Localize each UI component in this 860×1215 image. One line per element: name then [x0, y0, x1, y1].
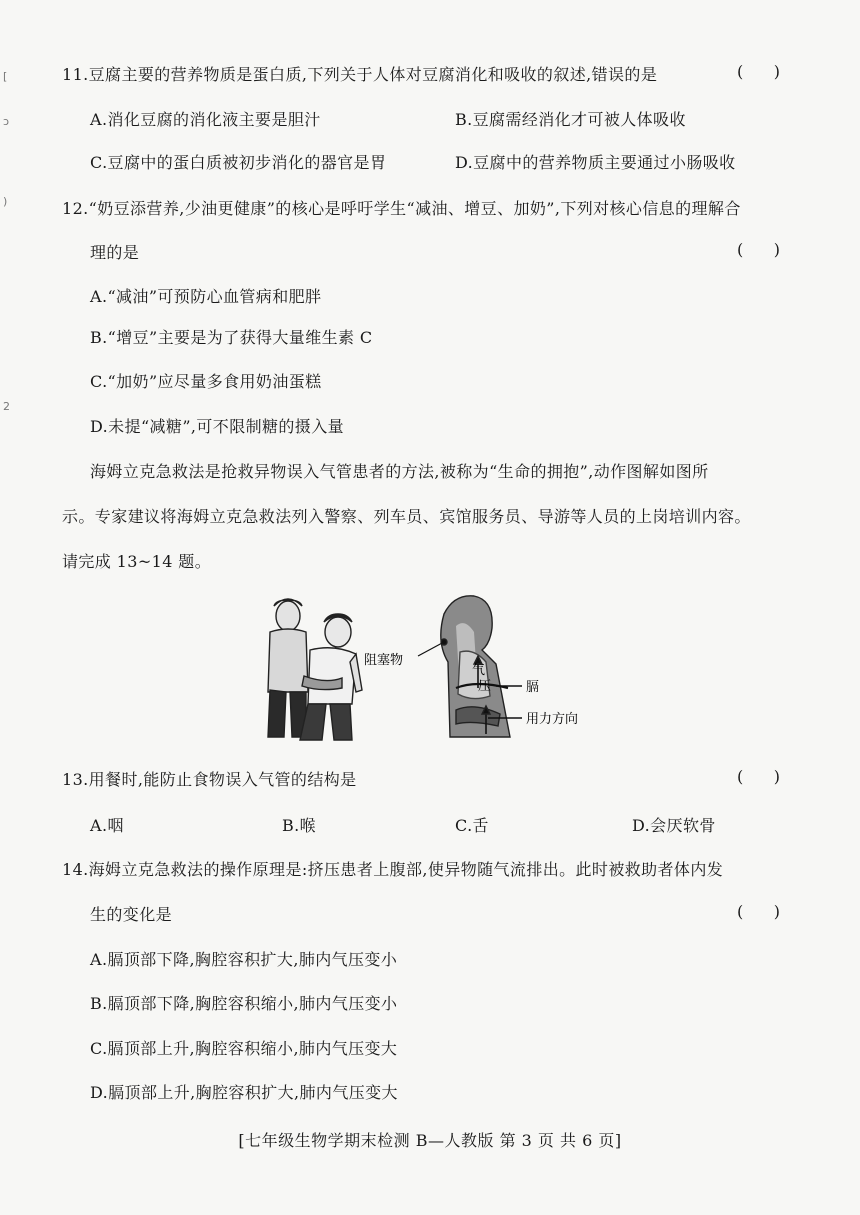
- q11-option-d: D.豆腐中的营养物质主要通过小肠吸收: [455, 153, 736, 172]
- q13-option-b: B.喉: [282, 816, 317, 835]
- passage-line1: 海姆立克急救法是抢救异物误入气管患者的方法,被称为“生命的拥抱”,动作图解如图所: [90, 462, 709, 481]
- q11-option-c: C.豆腐中的蛋白质被初步消化的器官是胃: [90, 153, 387, 172]
- margin-mark: ): [3, 195, 8, 208]
- q14-option-b: B.膈顶部下降,胸腔容积缩小,肺内气压变小: [90, 994, 398, 1013]
- passage-line2: 示。专家建议将海姆立克急救法列入警察、列车员、宾馆服务员、导游等人员的上岗培训内容。: [62, 507, 751, 526]
- label-obstruction: 阻塞物: [364, 653, 404, 668]
- q14-option-d: D.膈顶部上升,胸腔容积扩大,肺内气压变大: [90, 1083, 398, 1102]
- q11-option-a: A.消化豆腐的消化液主要是胆汁: [90, 110, 321, 129]
- margin-mark: ɔ: [3, 115, 10, 128]
- anatomy-cross-section: [418, 596, 522, 737]
- q13-answer-bracket: ( ): [737, 767, 780, 786]
- label-pressure-2: 压: [478, 679, 492, 694]
- heimlich-figure: [260, 592, 600, 742]
- q12-stem-line2: 理的是: [90, 243, 140, 262]
- q11-option-b: B.豆腐需经消化才可被人体吸收: [455, 110, 686, 129]
- label-pressure-1: 气: [472, 663, 486, 678]
- q12-option-b: B.“增豆”主要是为了获得大量维生素 C: [90, 328, 373, 347]
- q11-answer-bracket: ( ): [737, 62, 780, 81]
- heimlich-illustration: [260, 592, 600, 742]
- q14-answer-bracket: ( ): [737, 902, 780, 921]
- passage-line3: 请完成 13~14 题。: [62, 552, 212, 571]
- label-diaphragm: 膈: [526, 680, 540, 695]
- q12-option-d: D.未提“减糖”,可不限制糖的摄入量: [90, 417, 344, 436]
- q13-option-a: A.咽: [90, 816, 124, 835]
- q12-option-c: C.“加奶”应尽量多食用奶油蛋糕: [90, 372, 322, 391]
- q13-option-c: C.舌: [455, 816, 489, 835]
- q12-option-a: A.“减油”可预防心血管病和肥胖: [90, 287, 322, 306]
- q14-stem-line2: 生的变化是: [90, 905, 173, 924]
- q11-stem: 11.豆腐主要的营养物质是蛋白质,下列关于人体对豆腐消化和吸收的叙述,错误的是: [62, 65, 658, 84]
- q13-stem: 13.用餐时,能防止食物误入气管的结构是: [62, 770, 357, 789]
- margin-mark: 2: [3, 400, 10, 413]
- q12-stem-line1: 12.“奶豆添营养,少油更健康”的核心是呼吁学生“减油、增豆、加奶”,下列对核心信息的理解合: [62, 199, 741, 218]
- rescuer-person-icon: [268, 599, 308, 737]
- label-force-direction: 用力方向: [526, 712, 579, 727]
- q13-option-d: D.会厌软骨: [632, 816, 716, 835]
- page-footer: [七年级生物学期末检测 B—人教版 第 3 页 共 6 页]: [238, 1131, 622, 1150]
- victim-person-icon: [300, 614, 362, 740]
- q12-answer-bracket: ( ): [737, 240, 780, 259]
- q14-option-a: A.膈顶部下降,胸腔容积扩大,肺内气压变小: [90, 950, 398, 969]
- q14-stem-line1: 14.海姆立克急救法的操作原理是:挤压患者上腹部,使异物随气流排出。此时被救助者体内发: [62, 860, 724, 879]
- margin-mark: [: [3, 70, 8, 83]
- q14-option-c: C.膈顶部上升,胸腔容积缩小,肺内气压变大: [90, 1039, 398, 1058]
